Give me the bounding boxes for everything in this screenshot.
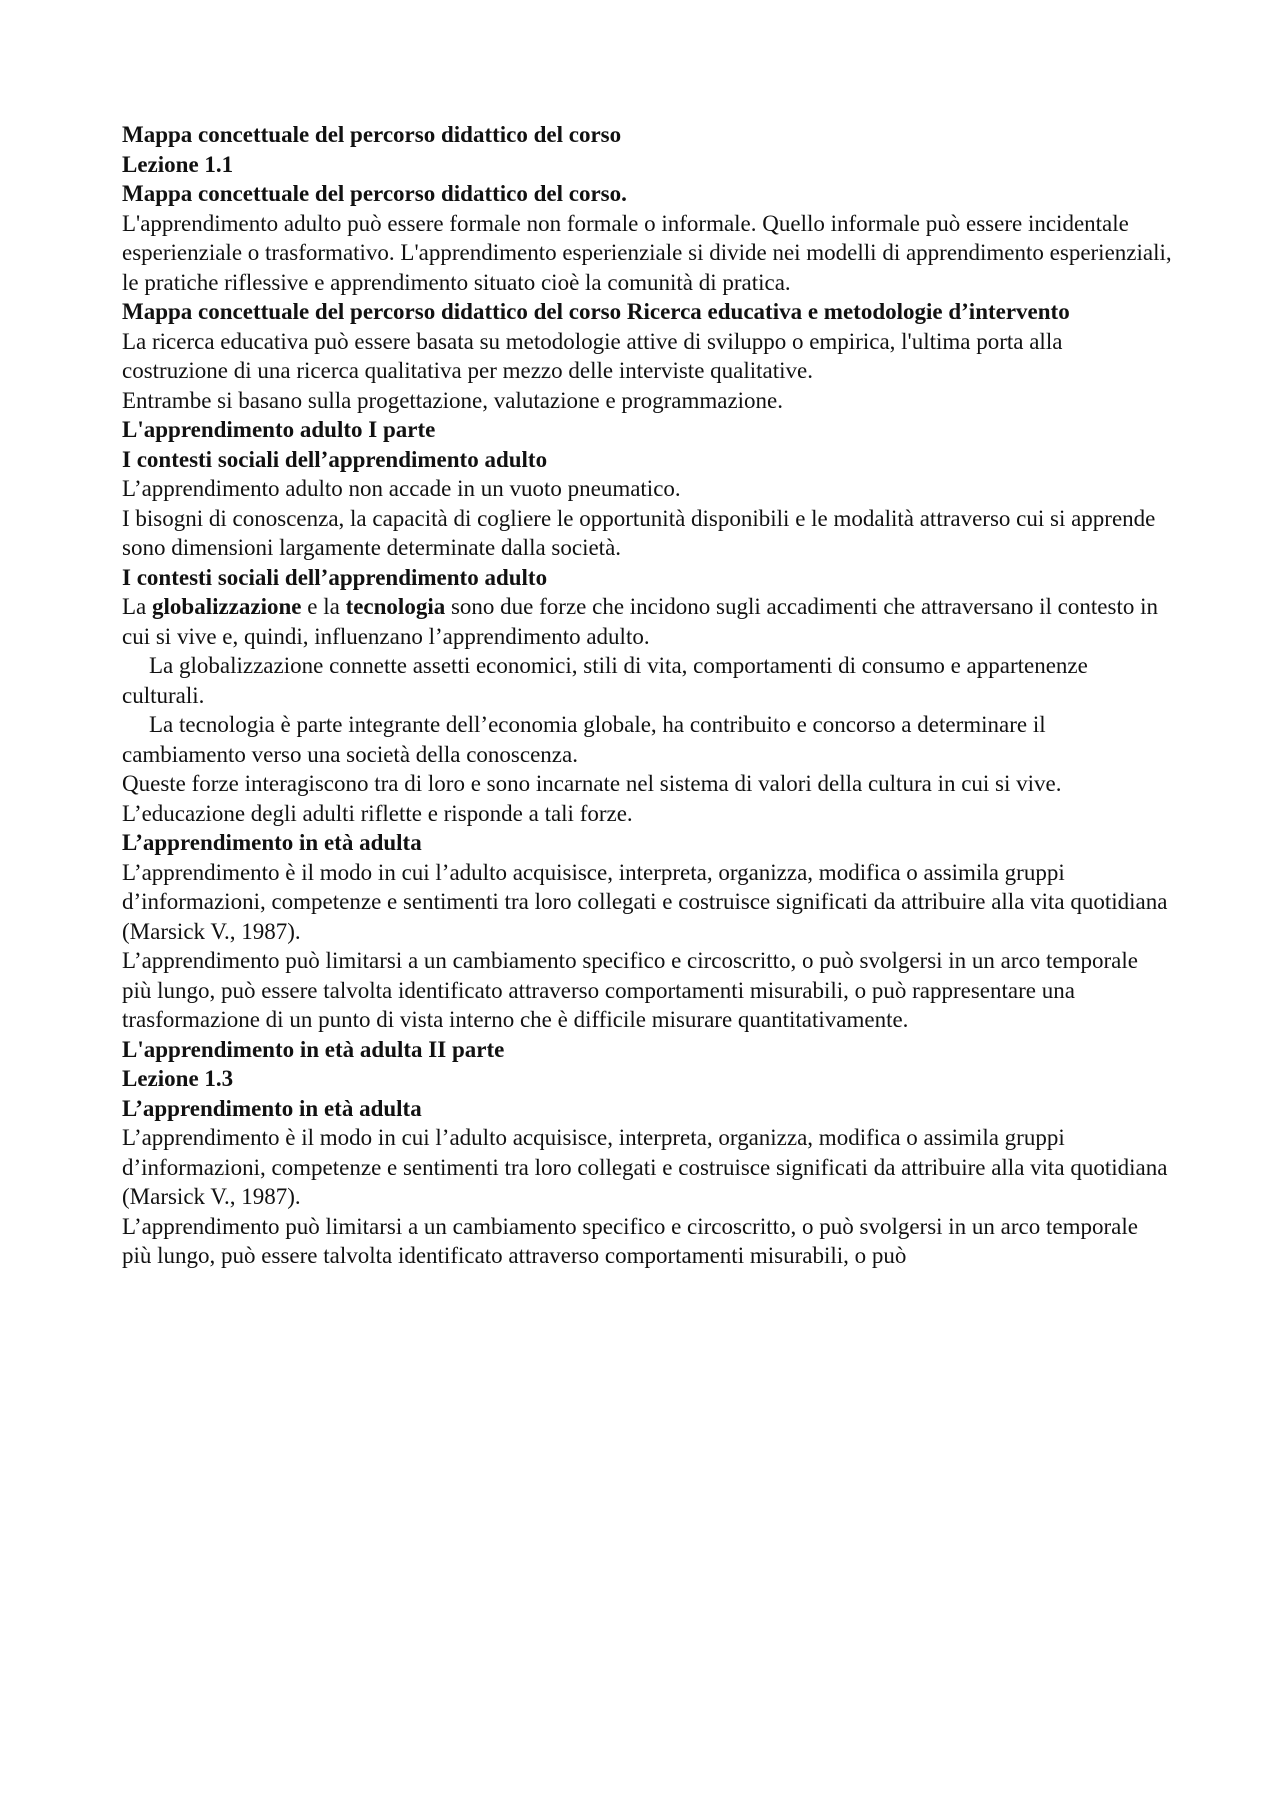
section-heading: L’apprendimento in età adulta [122, 830, 422, 855]
paragraph: L’apprendimento è il modo in cui l’adulto acquisisce, interpreta, organizza, modifica o assimila gruppi d’informazioni, competenze e sentimenti tra loro collegati e costruisce significati da attribuire alla vita quotidiana (Marsick V., 1987). [122, 859, 1168, 944]
document-title: Mappa concettuale del percorso didattico del corso [122, 122, 622, 147]
text-fragment: e la [301, 594, 346, 619]
section-heading: L'apprendimento adulto I parte [122, 417, 436, 442]
paragraph: L’apprendimento è il modo in cui l’adulto acquisisce, interpreta, organizza, modifica o assimila gruppi d’informazioni, competenze e sentimenti tra loro collegati e costruisce significati da attribuire alla vita quotidiana (Marsick V., 1987). [122, 1125, 1168, 1209]
document-page [122, 120, 1172, 1271]
section-heading: Mappa concettuale del percorso didattico del corso. [122, 181, 627, 206]
bold-term: tecnologia [345, 594, 446, 619]
text-fragment: La [122, 594, 153, 619]
paragraph: L’apprendimento adulto non accade in un vuoto pneumatico. [122, 476, 681, 501]
paragraph: L'apprendimento adulto può essere formale non formale o informale. Quello informale può essere incidentale esperienziale o trasformativo. L'apprendimento esperienziale si divide nei modelli di apprendimento esperienziali, le pratiche riflessive e apprendimento situato cioè la comunità di pratica. [122, 210, 1172, 295]
paragraph: La ricerca educativa può essere basata su metodologie attive di sviluppo o empirica, l'ultima porta alla costruzione di una ricerca qualitativa per mezzo delle interviste qualitative. [122, 328, 1063, 383]
paragraph: La globalizzazione connette assetti economici, stili di vita, comportamenti di consumo e appartenenze culturali. [122, 653, 1088, 708]
paragraph: L’apprendimento può limitarsi a un cambiamento specifico e circoscritto, o può svolgersi in un arco temporale più lungo, può essere talvolta identificato attraverso comportamenti misurabili, o può rappresentare una trasformazione di un punto di vista interno che è difficile misurare quantitativamente. [122, 948, 1138, 1032]
text-fragment: sono due forze che incidono sugli accadimenti che attraversano il contesto in cui si vive e, quindi, influenzano l’apprendimento adulto. [122, 594, 1158, 649]
paragraph [122, 592, 1172, 651]
section-heading: L’apprendimento in età adulta [122, 1095, 422, 1121]
bold-term: globalizzazione [152, 594, 302, 619]
section-heading: I contesti sociali dell’apprendimento adulto [122, 446, 548, 472]
section-heading: I contesti sociali dell’apprendimento adulto [122, 564, 548, 590]
paragraph: La tecnologia è parte integrante dell’economia globale, ha contribuito e concorso a determinare il cambiamento verso una società della conoscenza. [122, 712, 1046, 767]
lesson-heading: Lezione 1.3 [122, 1066, 234, 1091]
paragraph: I bisogni di conoscenza, la capacità di cogliere le opportunità disponibili e le modalità attraverso cui si apprende sono dimensioni largamente determinate dalla società. [122, 505, 1156, 560]
paragraph: Entrambe si basano sulla progettazione, valutazione e programmazione. [122, 387, 784, 413]
paragraph: Queste forze interagiscono tra di loro e sono incarnate nel sistema di valori della cultura in cui si vive. L’educazione degli adulti riflette e risponde a tali forze. [122, 771, 1062, 826]
lesson-heading: Lezione 1.1 [122, 151, 234, 177]
paragraph: L’apprendimento può limitarsi a un cambiamento specifico e circoscritto, o può svolgersi in un arco temporale più lungo, può essere talvolta identificato attraverso comportamenti misurabili, o può [122, 1213, 1138, 1268]
section-heading: L'apprendimento in età adulta II parte [122, 1036, 505, 1062]
section-heading: Mappa concettuale del percorso didattico del corso Ricerca educativa e metodologie d’intervento [122, 299, 1070, 324]
